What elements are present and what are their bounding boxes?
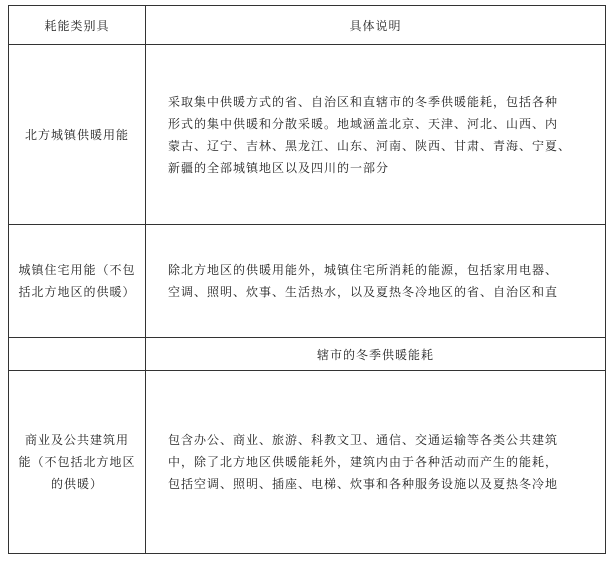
- description-text: 蒙古、辽宁、吉林、黑龙江、山东、河南、陕西、甘肃、青海、宁夏、: [168, 138, 572, 153]
- category-cell: [9, 45, 146, 225]
- category-text: 商业及公共建筑用: [24, 433, 129, 447]
- description-text: 中，除了北方地区供暖能耗外，建筑内由于各种活动而产生的能耗，: [168, 455, 559, 469]
- header-description: 具体说明: [146, 6, 606, 45]
- table-row-continuation: [9, 338, 606, 371]
- table-row: [9, 45, 606, 225]
- table-row: [9, 225, 606, 338]
- empty-category-cell: [9, 338, 146, 371]
- description-text: 包括空调、照明、插座、电梯、炊事和各种服务设施以及夏热冬冷地: [168, 477, 559, 491]
- table-row: [9, 371, 606, 554]
- header-category: 耗能类别具: [9, 6, 146, 45]
- energy-category-table: [8, 5, 606, 554]
- description-text: 除北方地区的供暖用能外，城镇住宅所消耗的能源，包括家用电器、: [168, 263, 559, 277]
- description-text: 新疆的全部城镇地区以及四川的一部分: [168, 160, 390, 175]
- category-text: 城镇住宅用能（不包: [18, 263, 136, 277]
- description-text: 空调、照明、炊事、生活热水，以及夏热冬冷地区的省、自治区和直: [168, 285, 559, 299]
- category-cell: [9, 225, 146, 338]
- description-text: 形式的集中供暖和分散采暖。地域涵盖北京、天津、河北、山西、内: [168, 116, 559, 131]
- continuation-cell: 辖市的冬季供暖能耗: [146, 338, 606, 371]
- category-text: 北方城镇供暖用能: [24, 127, 129, 142]
- table-header-row: [9, 6, 606, 45]
- description-cell: [146, 371, 606, 554]
- category-text: 括北方地区的供暖）: [18, 285, 136, 299]
- description-cell: [146, 225, 606, 338]
- description-text: 采取集中供暖方式的省、自治区和直辖市的冬季供暖能耗，包括各种: [168, 94, 559, 109]
- category-text: 能（不包括北方地区: [18, 455, 136, 469]
- category-cell: [9, 371, 146, 554]
- category-text: 的供暖）: [50, 477, 103, 491]
- description-text: 包含办公、商业、旅游、科教文卫、通信、交通运输等各类公共建筑: [168, 433, 559, 447]
- description-cell: [146, 45, 606, 225]
